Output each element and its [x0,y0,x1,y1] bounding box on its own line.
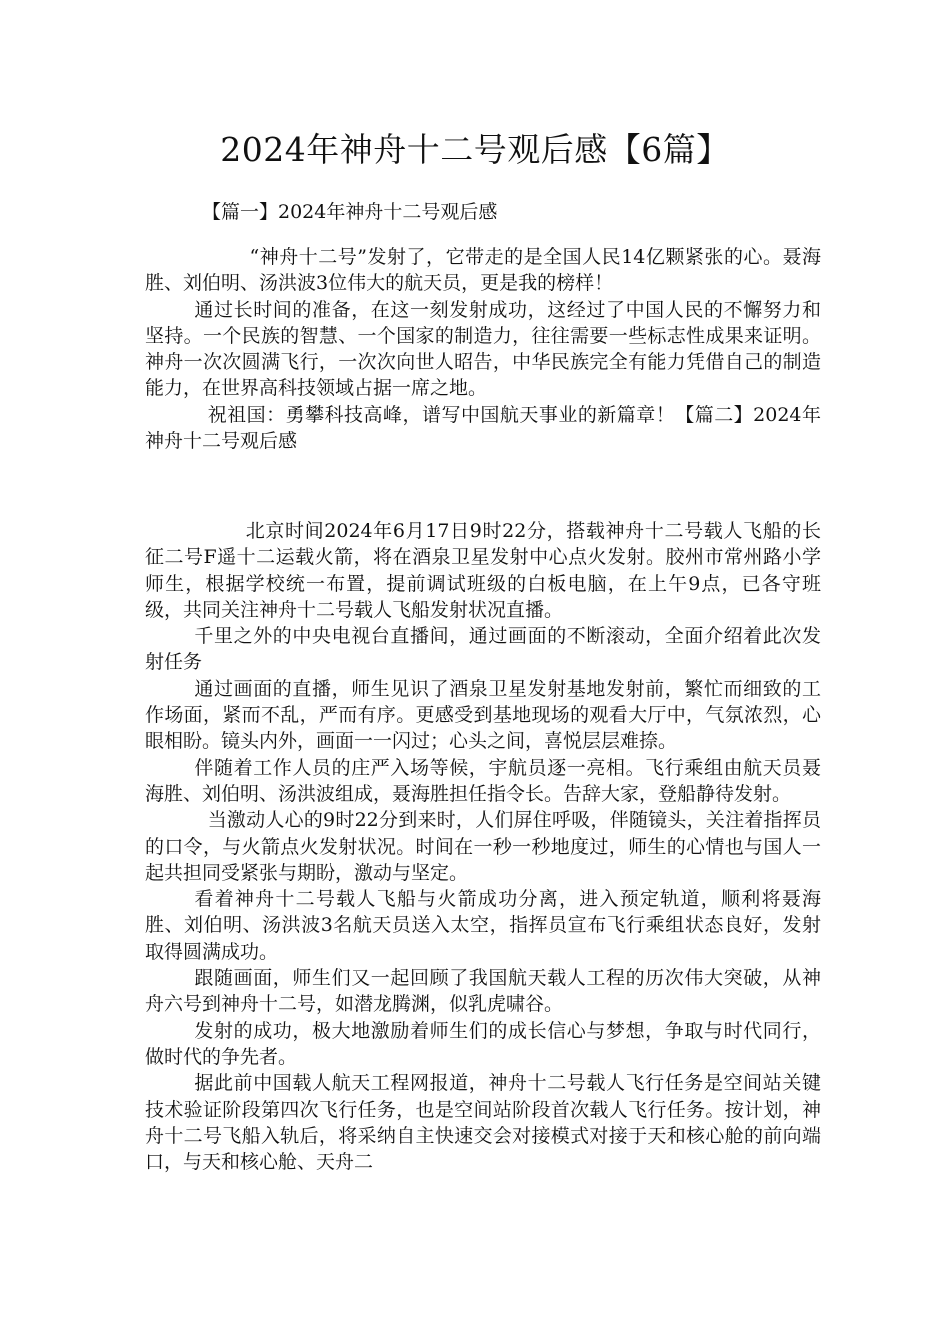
paragraph: 祝祖国：勇攀科技高峰，谱写中国航天事业的新篇章！【篇二】2024年神舟十二号观后感 [145,403,821,453]
paragraph: 发射的成功，极大地激励着师生们的成长信心与梦想，争取与时代同行，做时代的争先者。 [145,1019,821,1068]
paragraph: 看着神舟十二号载人飞船与火箭成功分离，进入预定轨道，顺利将聂海胜、刘伯明、汤洪波3名航天员送入太空，指挥员宣布飞行乘组状态良好，发射取得圆满成功。 [145,888,821,963]
paragraph: 当激动人心的9时22分到来时，人们屏住呼吸，伴随镜头，关注着指挥员的口令，与火箭点火发射状况。时间在一秒一秒地度过，师生的心情也与国人一起共担同受紧张与期盼，激动与坚定。 [145,809,821,884]
paragraph: “神舟十二号”发射了，它带走的是全国人民14亿颗紧张的心。聂海胜、刘伯明、汤洪波3位伟大的航天员，更是我的榜样！ [145,246,821,295]
section-two-body [145,518,821,1175]
document-title: 2024年神舟十二号观后感【6篇】 [220,130,730,169]
paragraph: 千里之外的中央电视台直播间，通过画面的不断滚动，全面介绍着此次发射任务 [145,625,821,674]
paragraph: 北京时间2024年6月17日9时22分，搭载神舟十二号载人飞船的长征二号F遥十二运载火箭，将在酒泉卫星发射中心点火发射。胶州市常州路小学师生，根据学校统一布置，提前调试班级的白板电脑，在上午9点，已各守班级，共同关注神舟十二号载人飞船发射状况直播。 [145,520,821,621]
paragraph: 通过画面的直播，师生见识了酒泉卫星发射基地发射前，繁忙而细致的工作场面，紧而不乱，严而有序。更感受到基地现场的观看大厅中，气氛浓烈，心眼相盼。镜头内外，画面一一闪过；心头之间，喜悦层层难捺。 [145,677,821,753]
section-one-body [145,244,821,454]
section-heading: 【篇一】2024年神舟十二号观后感 [202,201,498,223]
paragraph: 据此前中国载人航天工程网报道，神舟十二号载人飞行任务是空间站关键技术验证阶段第四次飞行任务，也是空间站阶段首次载人飞行任务。按计划，神舟十二号飞船入轨后，将采纳自主快速交会对接模式对接于天和核心舱的前向端口，与天和核心舱、天舟二 [145,1072,821,1174]
paragraph: 通过长时间的准备，在这一刻发射成功，这经过了中国人民的不懈努力和坚持。一个民族的智慧、一个国家的制造力，往往需要一些标志性成果来证明。神舟一次次圆满飞行，一次次向世人昭告，中华民族完全有能力凭借自己的制造能力，在世界高科技领域占据一席之地。 [145,298,821,400]
paragraph: 跟随画面，师生们又一起回顾了我国航天载人工程的历次伟大突破，从神舟六号到神舟十二号，如潜龙腾渊，似乳虎啸谷。 [145,967,821,1016]
paragraph: 伴随着工作人员的庄严入场等候，宇航员逐一亮相。飞行乘组由航天员聂海胜、刘伯明、汤洪波组成，聂海胜担任指令长。告辞大家，登船静待发射。 [145,756,821,805]
